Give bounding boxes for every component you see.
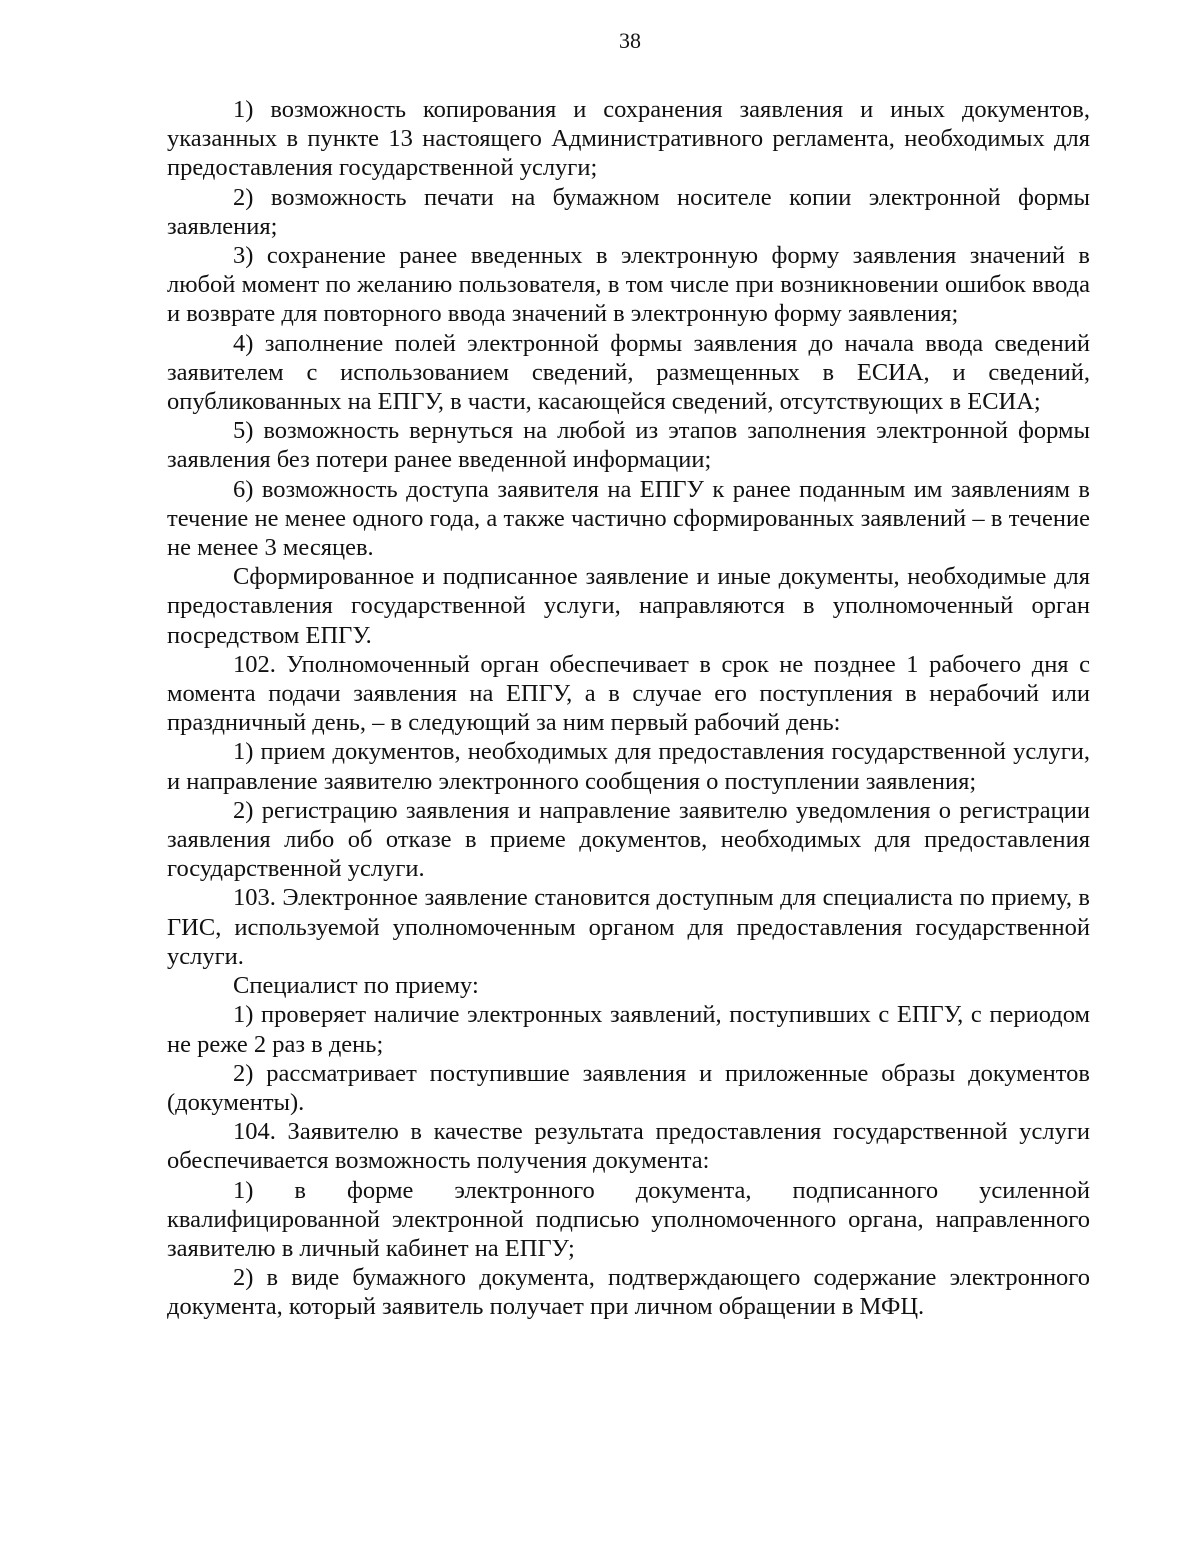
paragraph-submission: Сформированное и подписанное заявление и иные документы, необходимые для предоставления государственной услуги, направляются в уполномоченный орган посредством ЕПГУ. <box>167 563 1090 649</box>
paragraph-104-item-1: 1) в форме электронного документа, подписанного усиленной квалифицированной электронной подписью уполномоченного органа, направленного заявителю в личный кабинет на ЕПГУ; <box>167 1176 1090 1262</box>
paragraph-item-6: 6) возможность доступа заявителя на ЕПГУ к ранее поданным им заявлениям в течение не менее одного года, а также частично сформированных заявлений – в течение не менее 3 месяцев. <box>167 475 1090 562</box>
paragraph-specialist: Специалист по приему: <box>233 972 479 1000</box>
document-body <box>167 95 1090 1322</box>
paragraph-item-5: 5) возможность вернуться на любой из этапов заполнения электронной формы заявления без потери ранее введенной информации; <box>167 417 1090 474</box>
paragraph-specialist-item-2: 2) рассматривает поступившие заявления и приложенные образы документов (документы). <box>167 1059 1090 1116</box>
paragraph-item-3: 3) сохранение ранее введенных в электронную форму заявления значений в любой момент по желанию пользователя, в том числе при возникновении ошибок ввода и возврате для повторного ввода значений в электронную форму заявления; <box>167 242 1090 328</box>
page-number: 38 <box>619 28 641 53</box>
paragraph-102-item-2: 2) регистрацию заявления и направление заявителю уведомления о регистрации заявления либо об отказе в приеме документов, необходимых для предоставления государственной услуги. <box>167 796 1090 883</box>
paragraph-104-item-2: 2) в виде бумажного документа, подтверждающего содержание электронного документа, который заявитель получает при личном обращении в МФЦ. <box>167 1264 1090 1321</box>
paragraph-item-4: 4) заполнение полей электронной формы заявления до начала ввода сведений заявителем с использованием сведений, размещенных в ЕСИА, и сведений, опубликованных на ЕПГУ, в части, касающейся сведений, отсутствующих в ЕСИА; <box>167 329 1090 416</box>
paragraph-102-item-1: 1) прием документов, необходимых для предоставления государственной услуги, и направление заявителю электронного сообщения о поступлении заявления; <box>167 738 1090 795</box>
paragraph-item-1: 1) возможность копирования и сохранения заявления и иных документов, указанных в пункте 13 настоящего Административного регламента, необходимых для предоставления государственной услуги; <box>167 96 1090 182</box>
paragraph-103: 103. Электронное заявление становится доступным для специалиста по приему, в ГИС, используемой уполномоченным органом для предоставления государственной услуги. <box>167 884 1090 970</box>
paragraph-item-2: 2) возможность печати на бумажном носителе копии электронной формы заявления; <box>167 183 1090 240</box>
paragraph-104: 104. Заявителю в качестве результата предоставления государственной услуги обеспечивается возможность получения документа: <box>167 1118 1090 1175</box>
paragraph-specialist-item-1: 1) проверяет наличие электронных заявлений, поступивших с ЕПГУ, с периодом не реже 2 раз в день; <box>167 1001 1090 1058</box>
paragraph-102: 102. Уполномоченный орган обеспечивает в срок не позднее 1 рабочего дня с момента подачи заявления на ЕПГУ, а в случае его поступления в нерабочий или праздничный день, – в следующий за ним первый рабочий день: <box>167 650 1090 737</box>
